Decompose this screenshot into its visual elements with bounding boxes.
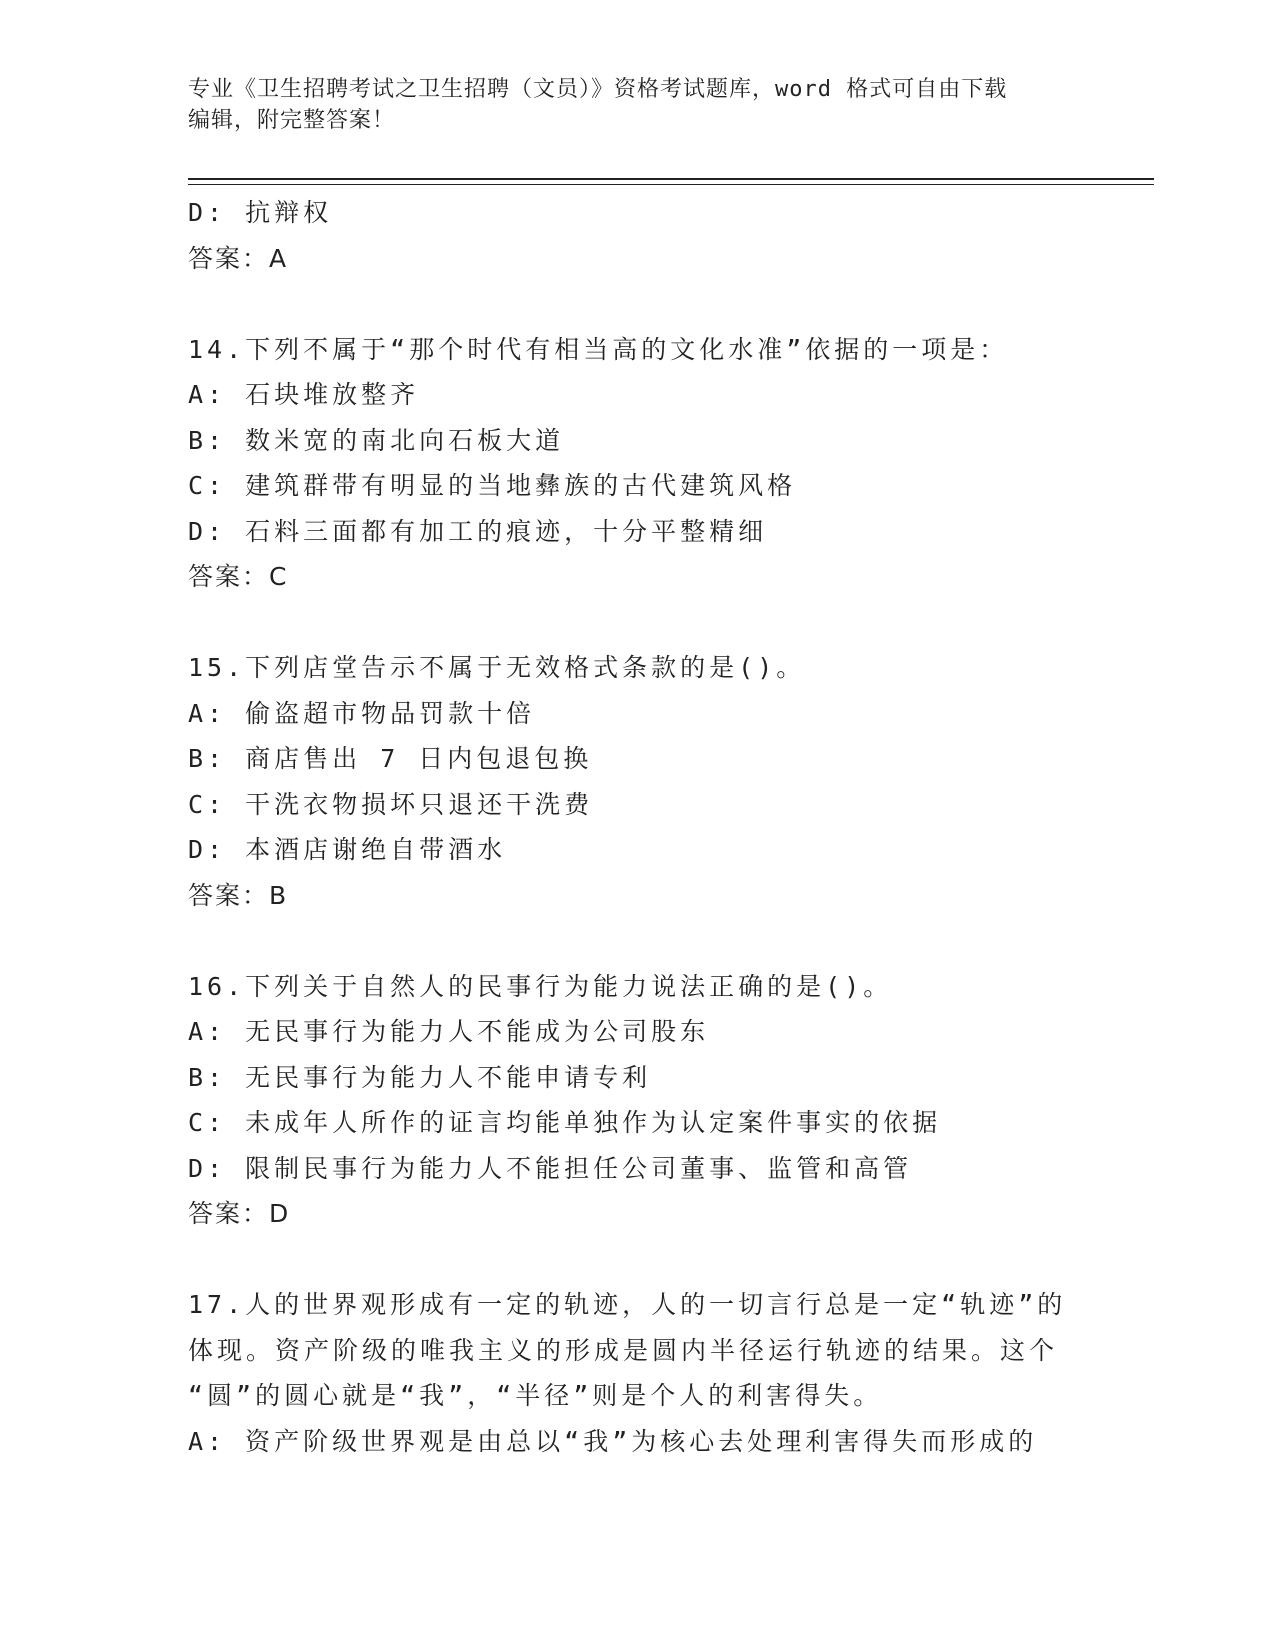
option-a: A: 石块堆放整齐	[188, 380, 420, 409]
answer-line: 答案：C	[188, 562, 289, 591]
answer-line: 答案：B	[188, 880, 289, 910]
option-a: A: 偷盗超市物品罚款十倍	[188, 698, 536, 728]
question-17	[188, 1282, 1088, 1464]
option-d: D: 本酒店谢绝自带酒水	[188, 835, 507, 864]
answer-line: 答案：A	[188, 243, 289, 273]
option-c: C: 未成年人所作的证言均能单独作为认定案件事实的依据	[188, 1108, 942, 1137]
option-c: C: 干洗衣物损坏只退还干洗费	[188, 789, 594, 819]
option-a: A: 资产阶级世界观是由总以“我”为核心去处理利害得失而形成的	[188, 1426, 1038, 1456]
option-b: B: 数米宽的南北向石板大道	[188, 425, 565, 455]
question-15	[188, 645, 1088, 918]
question-list	[188, 190, 1088, 1464]
option-c: C: 建筑群带有明显的当地彝族的古代建筑风格	[188, 471, 797, 500]
header-divider-thin	[188, 184, 1154, 185]
option-d: D: 石料三面都有加工的痕迹，十分平整精细	[188, 516, 768, 546]
header-line-1: 专业《卫生招聘考试之卫生招聘（文员）》资格考试题库，word 格式可自由下载	[188, 77, 1008, 102]
question-14	[188, 327, 1088, 600]
header-line-2: 编辑，附完整答案！	[188, 108, 396, 133]
question-stem-line-2: 体现。资产阶级的唯我主义的形成是圆内半径运行轨迹的结果。这个	[188, 1335, 1059, 1365]
page-header	[188, 74, 1088, 136]
question-stem: 16.下列关于自然人的民事行为能力说法正确的是()。	[188, 971, 893, 1001]
option-a: A: 无民事行为能力人不能成为公司股东	[188, 1017, 710, 1046]
answer-line: 答案：D	[188, 1199, 291, 1228]
question-stem-line-3: “圆”的圆心就是“我”，“半径”则是个人的利害得失。	[188, 1381, 883, 1410]
option-b: B: 无民事行为能力人不能申请专利	[188, 1062, 652, 1092]
question-16	[188, 964, 1088, 1237]
question-stem: 14.下列不属于“那个时代有相当高的文化水准”依据的一项是：	[188, 334, 1009, 364]
header-divider-thick	[188, 178, 1154, 180]
option-d: D: 抗辩权	[188, 198, 333, 227]
question-stem-line-1: 17.人的世界观形成有一定的轨迹，人的一切言行总是一定“轨迹”的	[188, 1290, 1067, 1319]
option-d: D: 限制民事行为能力人不能担任公司董事、监管和高管	[188, 1153, 913, 1183]
question-stem: 15.下列店堂告示不属于无效格式条款的是()。	[188, 653, 806, 682]
option-b: B: 商店售出 7 日内包退包换	[188, 744, 593, 773]
